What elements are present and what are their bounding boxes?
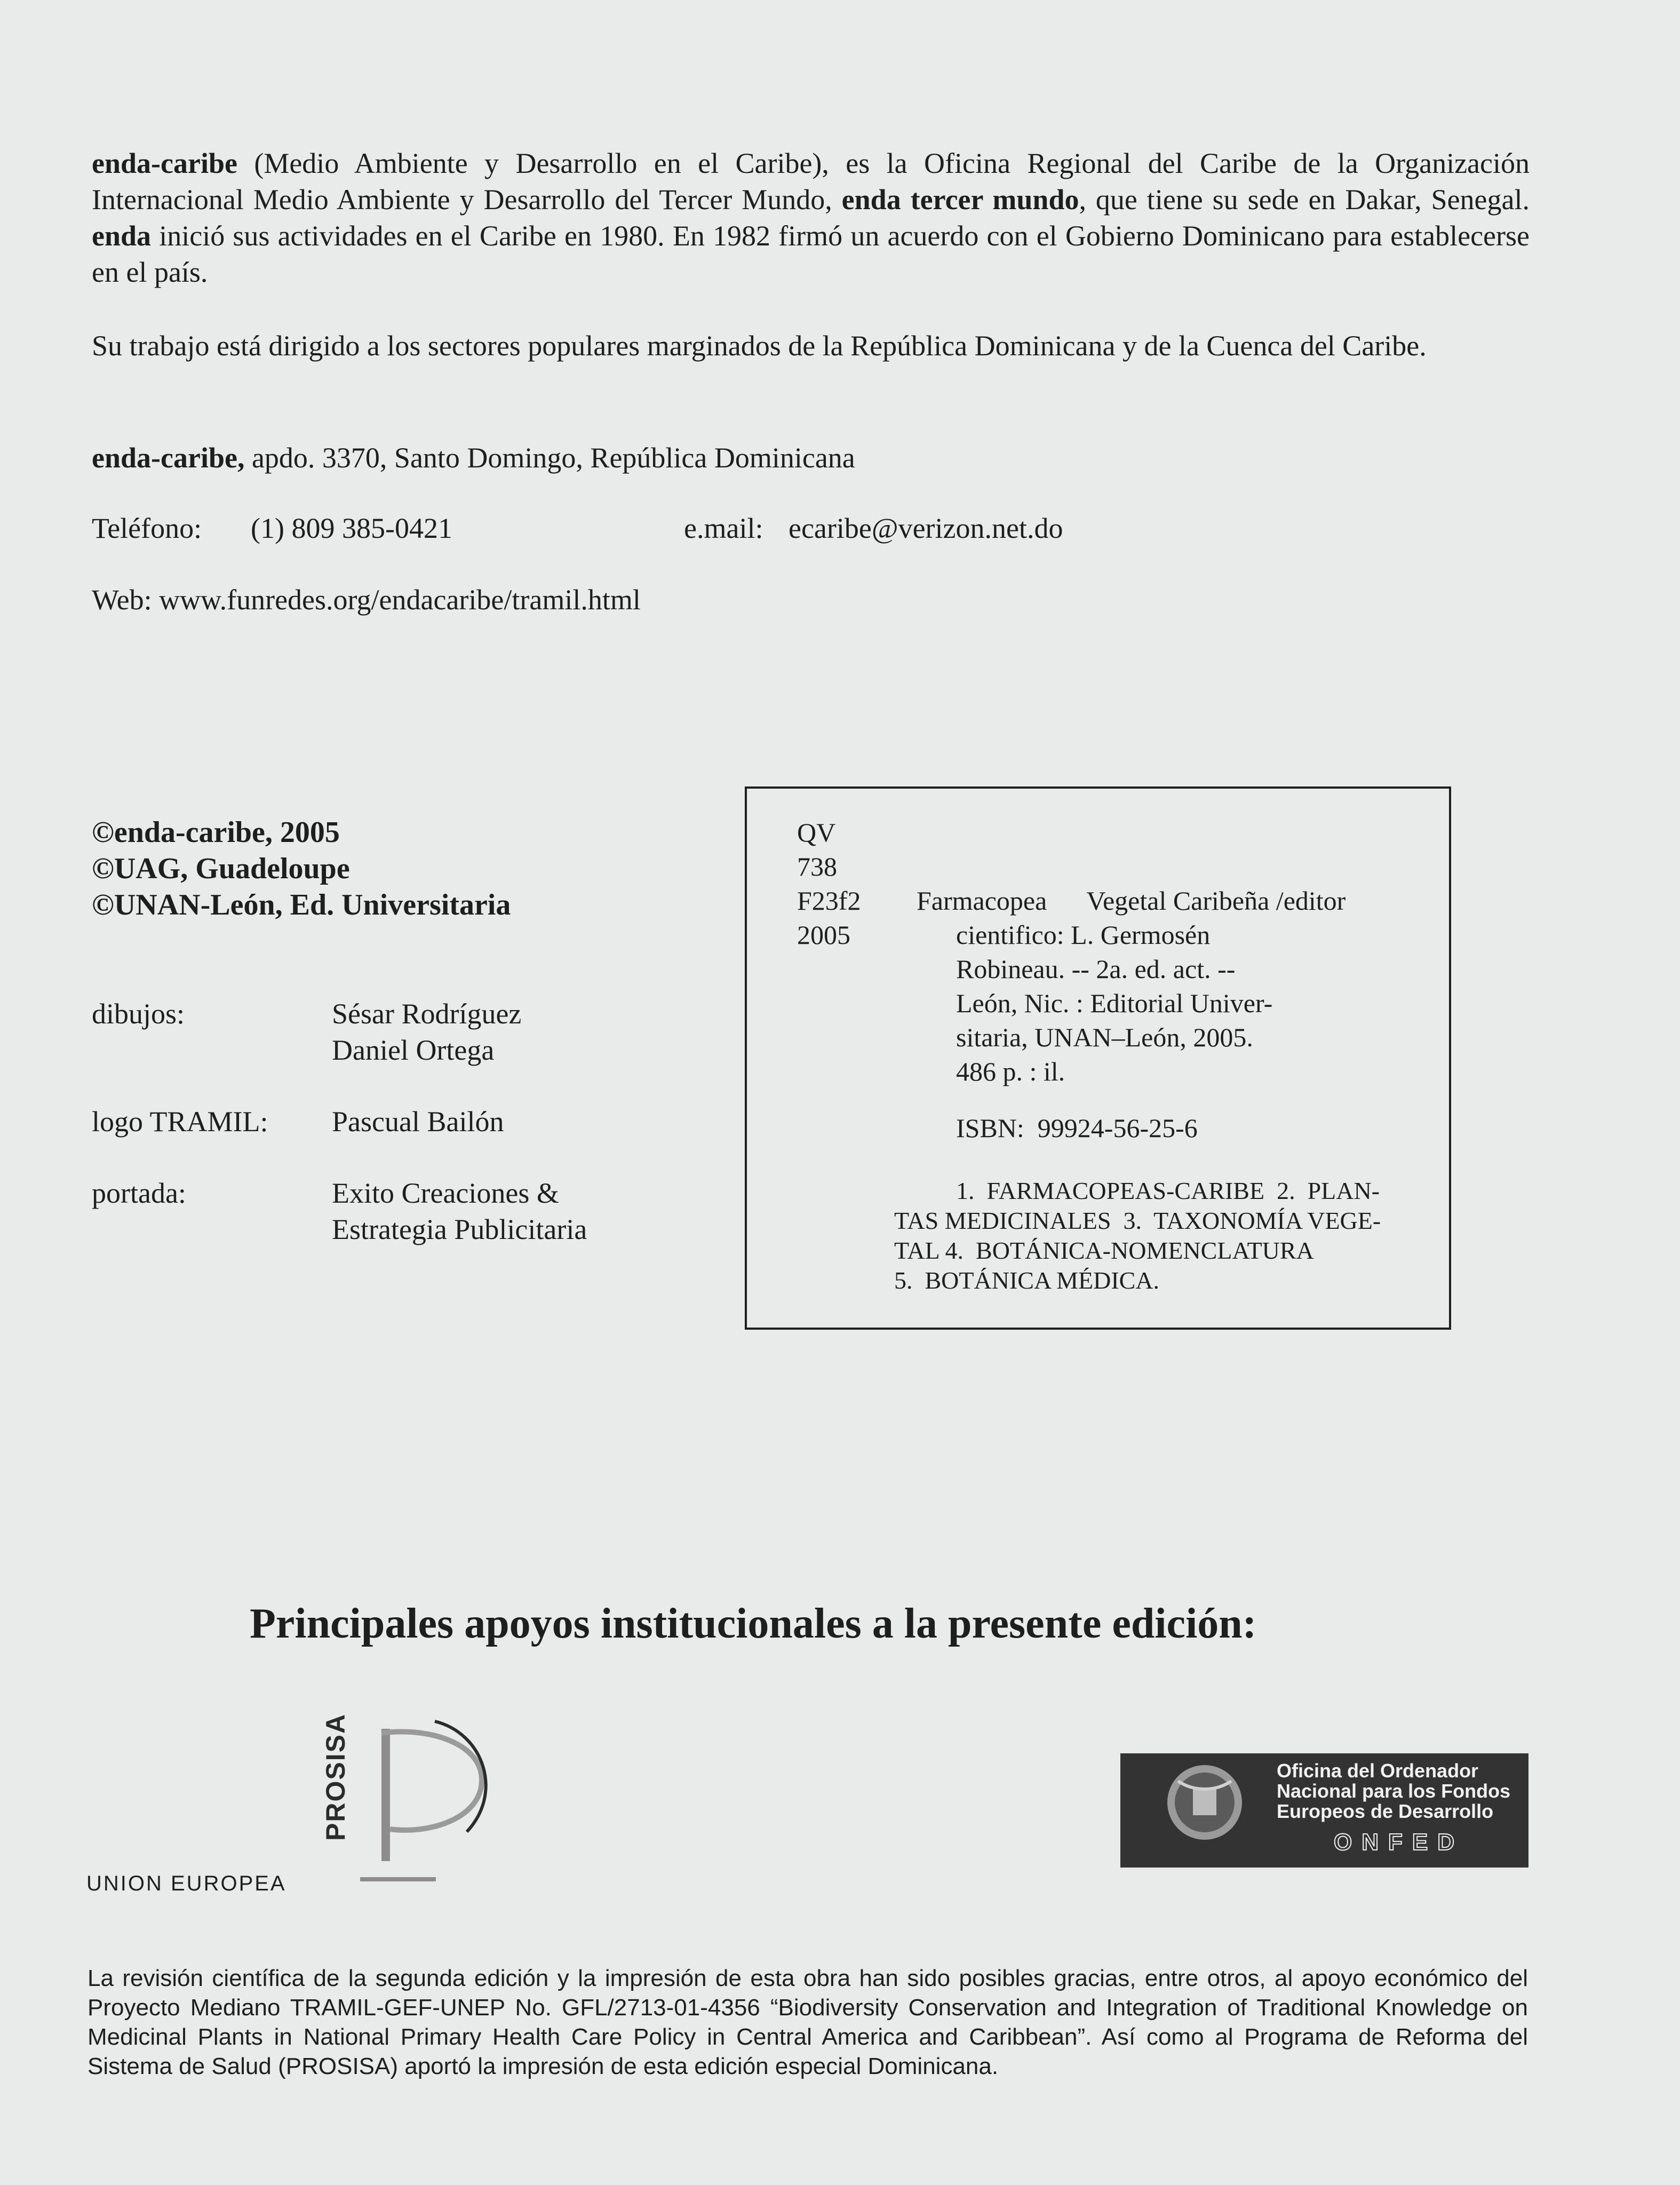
credit-drawings: dibujos: Sésar Rodríguez Daniel Ortega bbox=[92, 998, 522, 1066]
catalog-title: Farmacopea Vegetal Caribeña /editor bbox=[917, 886, 1346, 916]
email-label: e.mail: bbox=[684, 512, 763, 544]
prosisa-wordmark: PROSISA bbox=[321, 1713, 351, 1841]
subject-line: TAL 4. BOTÁNICA-NOMENCLATURA bbox=[894, 1237, 1314, 1264]
web-line: Web: www.funredes.org/endacaribe/tramil.html bbox=[92, 584, 641, 616]
credit-logo: logo TRAMIL: Pascual Bailón bbox=[92, 1106, 504, 1138]
catalog-card bbox=[745, 786, 1451, 1330]
onfed-line: Oficina del Ordenador bbox=[1277, 1760, 1479, 1782]
copyright-line: ©UAG, Guadeloupe bbox=[92, 852, 350, 885]
subject-line: TAS MEDICINALES 3. TAXONOMÍA VEGE- bbox=[894, 1207, 1381, 1234]
enda-tercer-mundo-name: enda tercer mundo bbox=[841, 184, 1079, 216]
enda-caribe-name: enda-caribe bbox=[92, 147, 237, 179]
isbn: ISBN: 99924-56-25-6 bbox=[956, 1113, 1198, 1143]
email-address[interactable]: ecaribe@verizon.net.do bbox=[789, 512, 1063, 544]
mission-paragraph: Su trabajo está dirigido a los sectores populares marginados de la República Dominicana y de la Cuenca del Caribe. bbox=[92, 330, 1427, 362]
coat-of-arms-icon bbox=[1146, 1760, 1263, 1845]
catalog-line: cientifico: L. Germosén bbox=[956, 920, 1211, 950]
enda-name: enda bbox=[92, 220, 152, 252]
subject-line: 5. BOTÁNICA MÉDICA. bbox=[894, 1267, 1160, 1294]
copyright-block bbox=[92, 814, 511, 923]
call-number: 2005 bbox=[797, 920, 850, 950]
catalog-line: 486 p. : il. bbox=[956, 1056, 1065, 1086]
phone-label: Teléfono: bbox=[92, 512, 202, 544]
intro-paragraph: enda-caribe (Medio Ambiente y Desarrollo en el Caribe), es la Oficina Regional del Caribe de la Organización Internacional Medio Ambiente y Desarrollo del Tercer Mundo, enda tercer mundo, que tiene su sede en Dakar, Senegal. enda inició sus actividades en el Caribe en 1980. En 1982 firmó un acuerdo con el Gobierno Dominicano para establecerse en el país. bbox=[92, 147, 1530, 288]
address-line: enda-caribe, apdo. 3370, Santo Domingo, República Dominicana bbox=[92, 442, 855, 474]
copyright-line: ©enda-caribe, 2005 bbox=[92, 816, 340, 849]
onfed-line: Nacional para los Fondos bbox=[1277, 1780, 1511, 1802]
eu-label: UNION EUROPEA bbox=[86, 1872, 286, 1895]
prosisa-logo-icon bbox=[344, 1717, 499, 1893]
onfed-logo bbox=[1120, 1753, 1528, 1868]
credit-cover: portada: Exito Creaciones & Estrategia Publicitaria bbox=[92, 1177, 587, 1245]
call-number: QV bbox=[797, 817, 836, 847]
catalog-line: sitaria, UNAN–León, 2005. bbox=[956, 1022, 1253, 1052]
web-link[interactable]: www.funredes.org/endacaribe/tramil.html bbox=[159, 584, 641, 616]
catalog-line: Robineau. -- 2a. ed. act. -- bbox=[956, 954, 1236, 984]
support-heading: Principales apoyos institucionales a la presente edición: bbox=[250, 1600, 1257, 1647]
subject-line: 1. FARMACOPEAS-CARIBE 2. PLAN- bbox=[956, 1177, 1380, 1204]
footer-note: La revisión científica de la segunda edición y la impresión de esta obra han sido posibles gracias, entre otros, al apoyo económico del Proyecto Mediano TRAMIL-GEF-UNEP No. GFL/2713-01-4356 “Biodiversity Conservation and Integration of Traditional Knowledge on Medicinal Plants in National Primary Health Care Policy in Central America and Caribbean”. Así como al Programa de Reforma del Sistema de Salud (PROSISA) aportó la impresión de esta edición especial Dominicana. bbox=[87, 1965, 1528, 2079]
onfed-acronym: ONFED bbox=[1334, 1829, 1464, 1855]
onfed-line: Europeos de Desarrollo bbox=[1277, 1800, 1494, 1822]
call-number: F23f2 bbox=[797, 886, 861, 916]
copyright-line: ©UNAN-León, Ed. Universitaria bbox=[92, 888, 511, 921]
phone-number: (1) 809 385-0421 bbox=[251, 512, 452, 544]
catalog-line: León, Nic. : Editorial Univer- bbox=[956, 988, 1273, 1018]
call-number: 738 bbox=[797, 852, 837, 881]
